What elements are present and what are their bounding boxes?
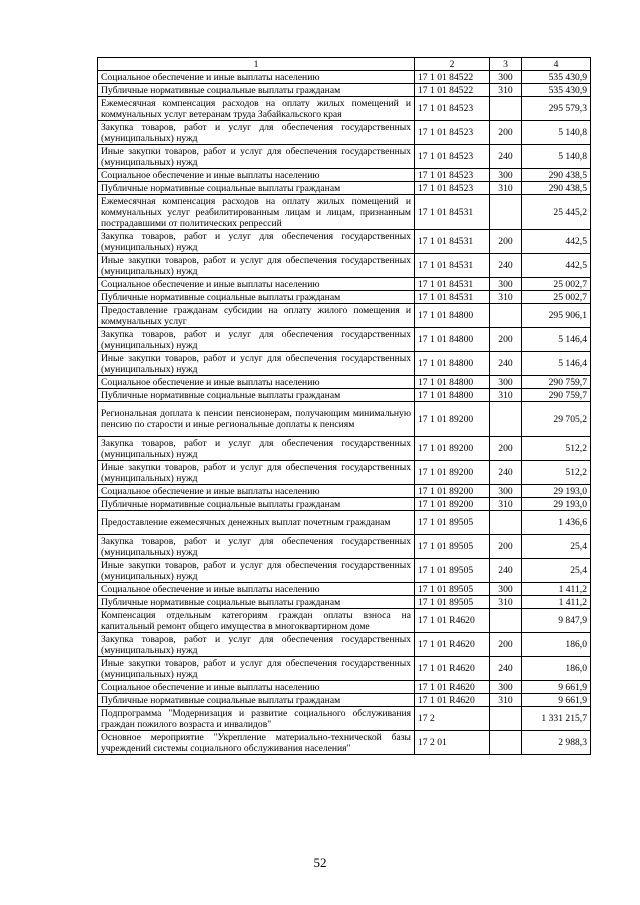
row-name-cell: Социальное обеспечение и иные выплаты населению (98, 583, 415, 596)
row-type-cell (490, 402, 522, 437)
row-amount-cell: 5 146,4 (522, 328, 591, 352)
row-code-cell: 17 1 01 84523 (415, 182, 490, 195)
row-name-cell: Закупка товаров, работ и услуг для обеспечения государственных (муниципальных) нужд (98, 633, 415, 657)
row-amount-cell: 5 140,8 (522, 145, 591, 169)
row-name-cell: Основное мероприятие "Укрепление материально-технической базы учреждений системы социального обслуживания населения" (98, 731, 415, 755)
row-type-cell: 200 (490, 328, 522, 352)
row-name-cell: Иные закупки товаров, работ и услуг для обеспечения государственных (муниципальных) нужд (98, 145, 415, 169)
table-row (98, 707, 591, 731)
row-name-cell: Закупка товаров, работ и услуг для обеспечения государственных (муниципальных) нужд (98, 121, 415, 145)
row-amount-cell: 1 436,6 (522, 511, 591, 535)
row-type-cell (490, 511, 522, 535)
row-code-cell: 17 1 01 84523 (415, 145, 490, 169)
row-code-cell: 17 1 01 84523 (415, 121, 490, 145)
row-name-cell: Компенсация отдельным категориям граждан оплаты взноса на капитальный ремонт общего имущества в многоквартирном доме (98, 609, 415, 633)
row-type-cell: 310 (490, 389, 522, 402)
row-code-cell: 17 1 01 84800 (415, 352, 490, 376)
row-code-cell: 17 1 01 84531 (415, 278, 490, 291)
row-name-cell: Иные закупки товаров, работ и услуг для обеспечения государственных (муниципальных) нужд (98, 254, 415, 278)
row-amount-cell: 29 705,2 (522, 402, 591, 437)
row-type-cell: 310 (490, 182, 522, 195)
row-name-cell: Публичные нормативные социальные выплаты гражданам (98, 498, 415, 511)
row-name-cell: Региональная доплата к пенсии пенсионерам, получающим минимальную пенсию по старости и иные региональные доплаты к пенсиям (98, 402, 415, 437)
row-name-cell: Предоставление гражданам субсидии на оплату жилого помещения и коммунальных услуг (98, 304, 415, 328)
table-row (98, 278, 591, 291)
row-code-cell: 17 1 01 R4620 (415, 694, 490, 707)
row-amount-cell: 290 438,5 (522, 169, 591, 182)
row-type-cell (490, 731, 522, 755)
row-amount-cell: 2 988,3 (522, 731, 591, 755)
table-row (98, 145, 591, 169)
row-type-cell: 310 (490, 694, 522, 707)
row-amount-cell: 9 661,9 (522, 681, 591, 694)
table-row (98, 731, 591, 755)
table-row (98, 461, 591, 485)
row-amount-cell: 9 847,9 (522, 609, 591, 633)
row-code-cell: 17 1 01 89505 (415, 596, 490, 609)
row-type-cell: 200 (490, 121, 522, 145)
row-amount-cell: 186,0 (522, 633, 591, 657)
row-type-cell: 200 (490, 633, 522, 657)
row-name-cell: Иные закупки товаров, работ и услуг для обеспечения государственных (муниципальных) нужд (98, 461, 415, 485)
row-type-cell: 300 (490, 583, 522, 596)
row-code-cell: 17 1 01 R4620 (415, 609, 490, 633)
row-type-cell: 310 (490, 84, 522, 97)
row-name-cell: Социальное обеспечение и иные выплаты населению (98, 376, 415, 389)
table-row (98, 437, 591, 461)
row-code-cell: 17 1 01 R4620 (415, 657, 490, 681)
row-amount-cell: 29 193,0 (522, 498, 591, 511)
table-row (98, 84, 591, 97)
row-code-cell: 17 1 01 84800 (415, 389, 490, 402)
table-row (98, 511, 591, 535)
row-type-cell: 300 (490, 376, 522, 389)
table-row (98, 71, 591, 84)
table-body (98, 58, 591, 755)
table-row (98, 121, 591, 145)
row-type-cell: 240 (490, 145, 522, 169)
table-row (98, 230, 591, 254)
row-code-cell: 17 1 01 89505 (415, 511, 490, 535)
row-amount-cell: 25 002,7 (522, 278, 591, 291)
row-name-cell: Закупка товаров, работ и услуг для обеспечения государственных (муниципальных) нужд (98, 328, 415, 352)
row-code-cell: 17 1 01 84531 (415, 230, 490, 254)
row-type-cell: 240 (490, 352, 522, 376)
row-type-cell: 240 (490, 559, 522, 583)
table-row (98, 535, 591, 559)
row-type-cell: 240 (490, 254, 522, 278)
table-row (98, 328, 591, 352)
table-row (98, 559, 591, 583)
row-type-cell: 310 (490, 291, 522, 304)
row-amount-cell: 1 331 215,7 (522, 707, 591, 731)
row-amount-cell: 25,4 (522, 535, 591, 559)
table-row (98, 182, 591, 195)
table-row (98, 609, 591, 633)
header-col-4: 4 (522, 58, 591, 71)
row-amount-cell: 535 430,9 (522, 71, 591, 84)
row-name-cell: Социальное обеспечение и иные выплаты населению (98, 278, 415, 291)
table-header-row (98, 58, 591, 71)
header-col-3: 3 (490, 58, 522, 71)
row-name-cell: Ежемесячная компенсация расходов на оплату жилых помещений и коммунальных услуг реабилитированным лицам и лицам, признанным пострадавшими от политических репрессий (98, 195, 415, 230)
row-amount-cell: 1 411,2 (522, 596, 591, 609)
row-amount-cell: 535 430,9 (522, 84, 591, 97)
row-code-cell: 17 1 01 84800 (415, 376, 490, 389)
row-name-cell: Закупка товаров, работ и услуг для обеспечения государственных (муниципальных) нужд (98, 535, 415, 559)
table-row (98, 352, 591, 376)
row-name-cell: Закупка товаров, работ и услуг для обеспечения государственных (муниципальных) нужд (98, 230, 415, 254)
row-name-cell: Социальное обеспечение и иные выплаты населению (98, 71, 415, 84)
row-code-cell: 17 1 01 84531 (415, 254, 490, 278)
row-amount-cell: 29 193,0 (522, 485, 591, 498)
table-row (98, 485, 591, 498)
row-type-cell: 300 (490, 169, 522, 182)
row-type-cell: 300 (490, 485, 522, 498)
row-code-cell: 17 1 01 89200 (415, 485, 490, 498)
row-type-cell: 300 (490, 681, 522, 694)
row-amount-cell: 295 906,1 (522, 304, 591, 328)
row-amount-cell: 442,5 (522, 254, 591, 278)
row-name-cell: Подпрограмма "Модернизация и развитие социального обслуживания граждан пожилого возраста и инвалидов" (98, 707, 415, 731)
row-name-cell: Иные закупки товаров, работ и услуг для обеспечения государственных (муниципальных) нужд (98, 559, 415, 583)
row-amount-cell: 25 002,7 (522, 291, 591, 304)
row-code-cell: 17 1 01 89505 (415, 583, 490, 596)
row-code-cell: 17 1 01 84522 (415, 71, 490, 84)
row-code-cell: 17 1 01 89200 (415, 498, 490, 511)
page-number: 52 (313, 855, 327, 870)
row-type-cell: 310 (490, 596, 522, 609)
table-row (98, 583, 591, 596)
row-amount-cell: 5 140,8 (522, 121, 591, 145)
row-amount-cell: 25 445,2 (522, 195, 591, 230)
row-type-cell: 200 (490, 230, 522, 254)
row-amount-cell: 290 438,5 (522, 182, 591, 195)
row-code-cell: 17 1 01 84531 (415, 195, 490, 230)
row-type-cell: 200 (490, 535, 522, 559)
row-code-cell: 17 1 01 89505 (415, 535, 490, 559)
table-row (98, 169, 591, 182)
table-row (98, 498, 591, 511)
header-col-2: 2 (415, 58, 490, 71)
table-row (98, 97, 591, 121)
row-code-cell: 17 1 01 89200 (415, 461, 490, 485)
table-row (98, 402, 591, 437)
row-name-cell: Социальное обеспечение и иные выплаты населению (98, 485, 415, 498)
row-name-cell: Публичные нормативные социальные выплаты гражданам (98, 596, 415, 609)
row-name-cell: Закупка товаров, работ и услуг для обеспечения государственных (муниципальных) нужд (98, 437, 415, 461)
table-row (98, 195, 591, 230)
row-type-cell: 300 (490, 278, 522, 291)
row-type-cell (490, 304, 522, 328)
row-code-cell: 17 1 01 84531 (415, 291, 490, 304)
row-amount-cell: 5 146,4 (522, 352, 591, 376)
row-type-cell: 310 (490, 498, 522, 511)
table-row (98, 694, 591, 707)
row-type-cell (490, 609, 522, 633)
row-code-cell: 17 1 01 89505 (415, 559, 490, 583)
row-type-cell: 300 (490, 71, 522, 84)
row-type-cell: 240 (490, 657, 522, 681)
table-row (98, 657, 591, 681)
row-code-cell: 17 2 01 (415, 731, 490, 755)
row-code-cell: 17 1 01 89200 (415, 402, 490, 437)
row-name-cell: Предоставление ежемесячных денежных выплат почетным гражданам (98, 511, 415, 535)
row-code-cell: 17 1 01 R4620 (415, 633, 490, 657)
row-type-cell (490, 97, 522, 121)
row-type-cell (490, 707, 522, 731)
row-name-cell: Публичные нормативные социальные выплаты гражданам (98, 291, 415, 304)
row-code-cell: 17 1 01 84522 (415, 84, 490, 97)
row-name-cell: Публичные нормативные социальные выплаты гражданам (98, 84, 415, 97)
row-code-cell: 17 1 01 84523 (415, 97, 490, 121)
header-col-1: 1 (98, 58, 415, 71)
row-code-cell: 17 2 (415, 707, 490, 731)
table-row (98, 681, 591, 694)
row-name-cell: Социальное обеспечение и иные выплаты населению (98, 681, 415, 694)
row-type-cell (490, 195, 522, 230)
table-row (98, 596, 591, 609)
row-code-cell: 17 1 01 R4620 (415, 681, 490, 694)
row-amount-cell: 186,0 (522, 657, 591, 681)
row-code-cell: 17 1 01 89200 (415, 437, 490, 461)
row-code-cell: 17 1 01 84523 (415, 169, 490, 182)
row-amount-cell: 295 579,3 (522, 97, 591, 121)
budget-table (97, 57, 591, 755)
row-name-cell: Публичные нормативные социальные выплаты гражданам (98, 694, 415, 707)
row-amount-cell: 1 411,2 (522, 583, 591, 596)
table-row (98, 291, 591, 304)
row-code-cell: 17 1 01 84800 (415, 304, 490, 328)
table-row (98, 376, 591, 389)
row-amount-cell: 512,2 (522, 461, 591, 485)
row-name-cell: Иные закупки товаров, работ и услуг для обеспечения государственных (муниципальных) нужд (98, 657, 415, 681)
table-row (98, 389, 591, 402)
row-amount-cell: 512,2 (522, 437, 591, 461)
row-amount-cell: 25,4 (522, 559, 591, 583)
row-name-cell: Публичные нормативные социальные выплаты гражданам (98, 389, 415, 402)
row-type-cell: 240 (490, 461, 522, 485)
row-name-cell: Ежемесячная компенсация расходов на оплату жилых помещений и коммунальных услуг ветеранам труда Забайкальского края (98, 97, 415, 121)
row-amount-cell: 290 759,7 (522, 376, 591, 389)
table-row (98, 304, 591, 328)
row-name-cell: Публичные нормативные социальные выплаты гражданам (98, 182, 415, 195)
row-code-cell: 17 1 01 84800 (415, 328, 490, 352)
row-amount-cell: 442,5 (522, 230, 591, 254)
row-amount-cell: 290 759,7 (522, 389, 591, 402)
row-name-cell: Социальное обеспечение и иные выплаты населению (98, 169, 415, 182)
row-amount-cell: 9 661,9 (522, 694, 591, 707)
table-row (98, 254, 591, 278)
row-type-cell: 200 (490, 437, 522, 461)
table-row (98, 633, 591, 657)
row-name-cell: Иные закупки товаров, работ и услуг для обеспечения государственных (муниципальных) нужд (98, 352, 415, 376)
